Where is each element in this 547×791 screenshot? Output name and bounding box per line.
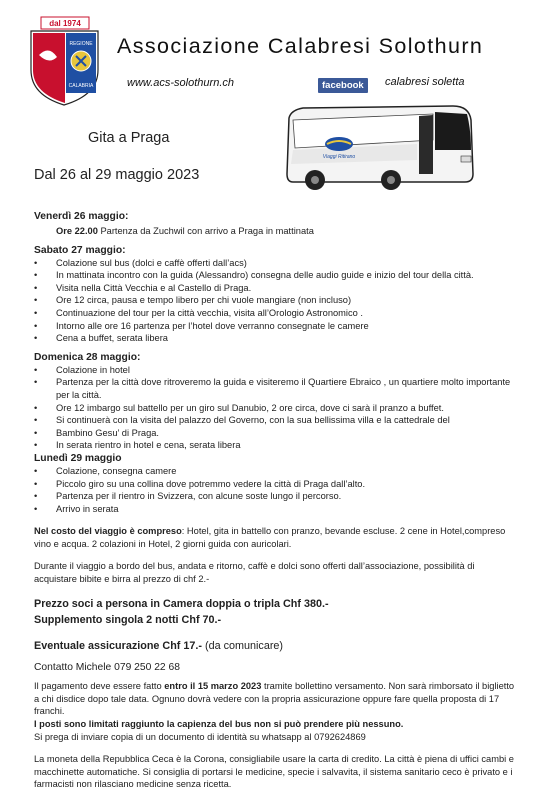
payment-deadline: entro il 15 marzo 2023 [164,681,262,692]
monday-heading: Lunedì 29 maggio [34,452,122,464]
website-link[interactable]: www.acs-solothurn.ch [127,77,234,89]
bus-illustration [283,100,477,194]
list-item: • Piccolo giro su una collina dove potremmo vedere la città di Praga dall’alto. [34,478,518,491]
list-item: • In serata rientro in hotel e cena, serata libera [34,439,518,452]
list-item: • In mattinata incontro con la guida (Alessandro) consegna delle audio guide e inizio del tour della città. [34,269,518,282]
logo-region2-text: CALABRIA [68,83,94,89]
payment-paragraph [34,680,518,718]
association-logo [27,15,102,107]
list-item: • Si continuerà con la visita del palazzo del Governo, con la sua bellissima villa e la cattedrale del [34,414,518,427]
saturday-list [34,257,518,345]
list-item: • Bambino Gesu’ di Praga. [34,427,518,440]
facebook-badge: facebook [318,78,368,93]
list-item: • Cena a buffet, serata libera [34,332,518,345]
friday-heading: Venerdì 26 maggio: [34,211,129,222]
included-paragraph [34,525,518,550]
facebook-page-name: calabresi soletta [385,76,465,88]
currency-note: La moneta della Repubblica Ceca è la Corona, consigliabile usare la carta di credito. La città è piena di uffici cambi e macchinette automatiche. Si consiglia di portarsi le medicine, specie i salvavita, il sistema sanitario ceco è privato e i farmacisti non rilasciano medicine senza ricetta. [34,754,514,790]
list-item: • Partenza per il rientro in Svizzera, con alcune soste lungo il percorso. [34,490,518,503]
friday-time: Ore 22.00 [56,226,98,236]
insurance-price: Eventuale assicurazione Chf 17.- [34,639,203,652]
logo-region-text: REGIONE [69,41,93,47]
included-label: Nel costo del viaggio è compreso [34,526,182,537]
payment-text: Il pagamento deve essere fatto [34,681,165,692]
bus-label-text: Viaggi Ritirano [322,154,356,160]
trip-title: Gita a Praga [88,130,170,146]
list-item: • Colazione sul bus (dolci e caffè offerti dall’acs) [34,257,518,270]
list-item: • Continuazione del tour per la città vecchia, visita all’Orologio Astronomico . [34,307,518,320]
id-note: Si prega di inviare copia di un documento di identità su whatsapp al 0792624869 [34,731,366,742]
saturday-heading: Sabato 27 maggio: [34,244,126,256]
list-item: • Partenza per la città dove ritroveremo la guida e visiteremo il Quartiere Ebraico , un quartiere molto importante per la città. [34,376,518,401]
list-item: • Intorno alle ore 16 partenza per l’hotel dove verranno consegnate le camere [34,320,518,333]
sunday-list [34,364,518,452]
association-title: Associazione Calabresi Solothurn [117,34,484,58]
bus-note: Durante il viaggio a bordo del bus, andata e ritorno, caffè e dolci sono offerti dall’associazione, possibilità di acquistare bibite e birra al prezzo di chf 2.- [34,561,475,585]
trip-dates: Dal 26 al 29 maggio 2023 [34,167,200,183]
monday-list [34,465,518,515]
payment-text-rest: tramite bollettino versamento. Non sarà rimborsato il biglietto a chi disdice dopo tale data. Ognuno dovrà vedere con la propria assicurazione oppure fare quella proposta di 17 franchi. [34,681,515,717]
list-item: • Ore 12 imbargo sul battello per un giro sul Danubio, 2 ore circa, dove ci sarà il pranzo a buffet. [34,402,518,415]
friday-text: Partenza da Zuchwil con arrivo a Praga in mattinata [97,226,314,236]
insurance-line [34,638,518,654]
list-item: • Ore 12 circa, pausa e tempo libero per chi vuole mangiare (non incluso) [34,294,518,307]
price-single: Supplemento singola 2 notti Chf 70.- [34,613,222,626]
list-item: • Arrivo in serata [34,503,518,516]
list-item: • Visita nella Città Vecchia e al Castello di Praga. [34,282,518,295]
list-item: • Colazione, consegna camere [34,465,518,478]
sunday-heading: Domenica 28 maggio: [34,351,141,363]
included-text: : Hotel, gita in battello con pranzo, bevande escluse. 2 cene in Hotel,compreso vino e acqua. 2 colazioni in Hotel, 2 giorni guida con auricolari. [34,526,506,549]
contact-line: Contatto Michele 079 250 22 68 [34,661,180,673]
insurance-note: (da comunicare) [202,639,284,652]
program-content [34,210,518,791]
logo-badge-text: dal 1974 [49,19,81,28]
price-double: Prezzo soci a persona in Camera doppia o tripla Chf 380.- [34,597,329,610]
friday-detail [56,225,518,238]
list-item: • Colazione in hotel [34,364,518,377]
limited-seats-note: I posti sono limitati raggiunto la capienza del bus non si può prendere più nessuno. [34,719,404,730]
